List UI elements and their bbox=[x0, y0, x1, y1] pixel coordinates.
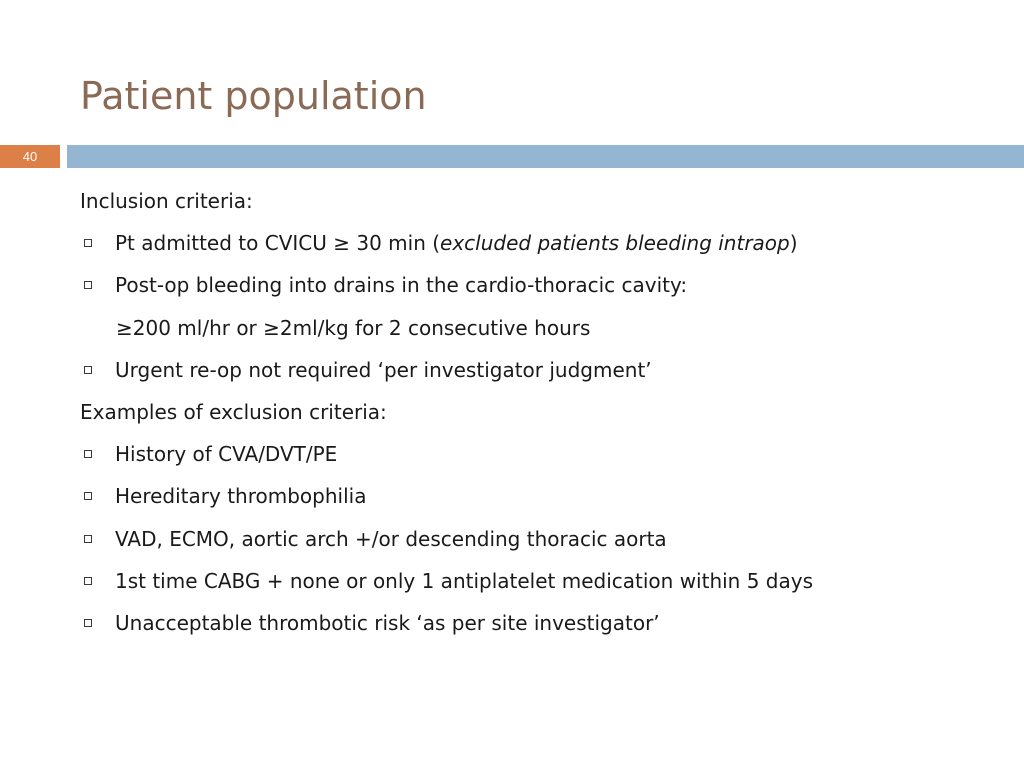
inclusion-item-continuation: ≥200 ml/hr or ≥2ml/kg for 2 consecutive hours bbox=[116, 315, 591, 340]
inclusion-heading: Inclusion criteria: bbox=[80, 189, 253, 213]
exclusion-item bbox=[80, 518, 1000, 560]
exclusion-item bbox=[80, 602, 1000, 644]
exclusion-item bbox=[80, 560, 1000, 602]
square-bullet-icon bbox=[84, 577, 92, 585]
inclusion-item-text: Post-op bleeding into drains in the cardio-thoracic cavity: bbox=[115, 273, 688, 298]
square-bullet-icon bbox=[84, 535, 92, 543]
exclusion-item-text: 1st time CABG + none or only 1 antiplatelet medication within 5 days bbox=[115, 568, 813, 593]
square-bullet-icon bbox=[84, 239, 92, 247]
inclusion-item-text-end: ) bbox=[789, 231, 798, 256]
slide-title: Patient population bbox=[80, 74, 427, 118]
square-bullet-icon bbox=[84, 281, 92, 289]
inclusion-item-italic-text: excluded patients bleeding intraop bbox=[440, 231, 790, 256]
inclusion-item-text: Urgent re-op not required ‘per investigator judgment’ bbox=[115, 357, 652, 382]
exclusion-item-text: History of CVA/DVT/PE bbox=[115, 442, 338, 467]
exclusion-item bbox=[80, 475, 1000, 517]
slide-body bbox=[80, 180, 1000, 644]
exclusion-item bbox=[80, 433, 1000, 475]
exclusion-item-text: Unacceptable thrombotic risk ‘as per site investigator’ bbox=[115, 610, 660, 635]
inclusion-item-text: Pt admitted to CVICU ≥ 30 min ( bbox=[115, 231, 441, 256]
exclusion-item-text: VAD, ECMO, aortic arch +/or descending thoracic aorta bbox=[115, 526, 667, 551]
slide-number: 40 bbox=[0, 145, 60, 168]
inclusion-item bbox=[80, 264, 1000, 306]
inclusion-item bbox=[80, 222, 1000, 264]
inclusion-item bbox=[80, 349, 1000, 391]
exclusion-item-text: Hereditary thrombophilia bbox=[115, 484, 367, 509]
square-bullet-icon bbox=[84, 492, 92, 500]
square-bullet-icon bbox=[84, 450, 92, 458]
square-bullet-icon bbox=[84, 366, 92, 374]
square-bullet-icon bbox=[84, 619, 92, 627]
exclusion-heading: Examples of exclusion criteria: bbox=[80, 399, 387, 424]
header-bar bbox=[67, 145, 1024, 168]
